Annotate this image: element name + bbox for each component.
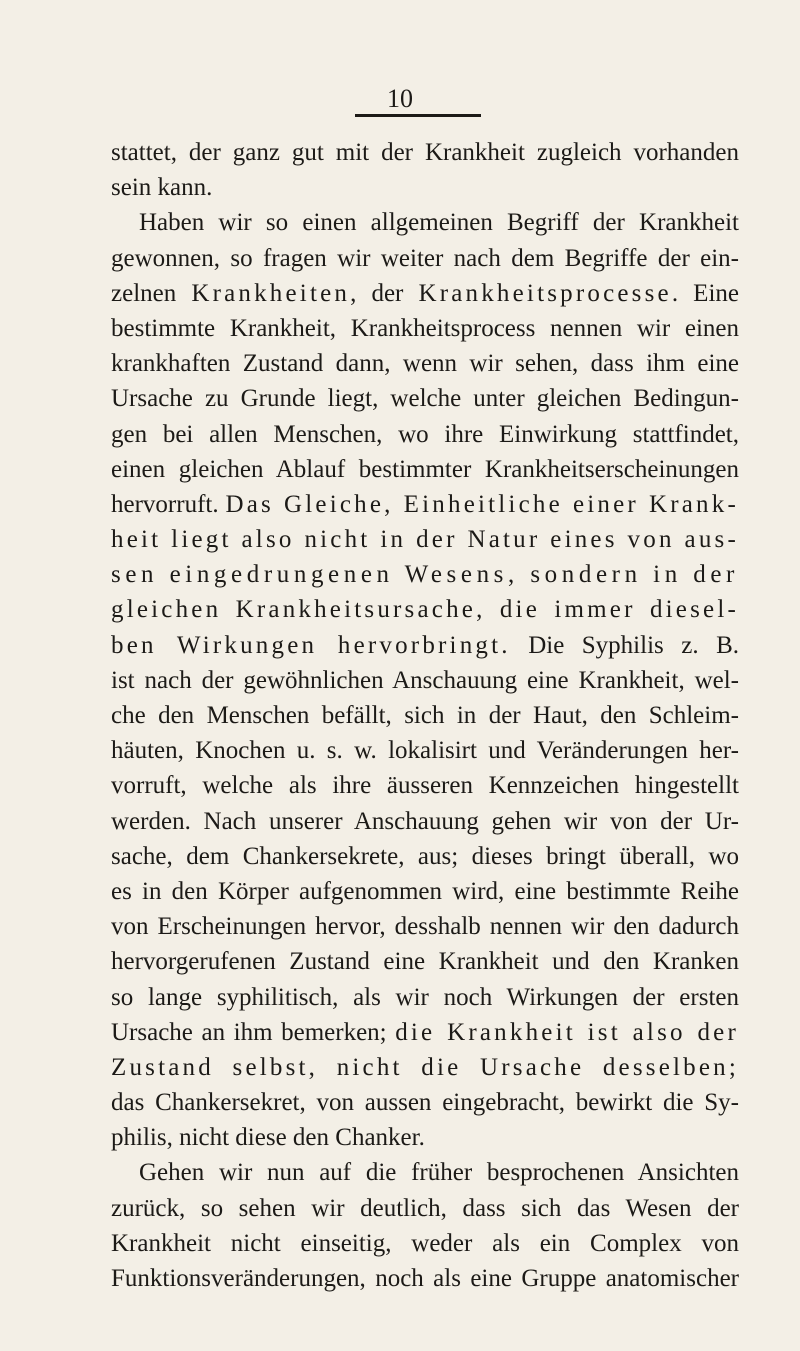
text-line: gen bei allen Menschen, wo ihre Einwirkung stattfindet, — [111, 420, 739, 448]
spaced-line: sen eingedrungenen Wesens, sondern in der — [111, 561, 739, 589]
text-line: das Chankersekret, von aussen eingebracht, bewirkt die Sy- — [111, 1089, 739, 1117]
spaced-term: Krankheitsprocesse — [418, 279, 672, 307]
text-segment: . Eine — [671, 279, 739, 307]
spaced-phrase: Das Gleiche, Einheitliche einer Krank- — [225, 490, 739, 518]
text-segment: zelnen — [111, 279, 192, 307]
text-line: bestimmte Krankheit, Krankheitsprocess nennen wir einen — [111, 314, 739, 342]
text-line: krankhaften Zustand dann, wenn wir sehen, dass ihm eine — [111, 350, 739, 378]
text-segment: hervorruft. — [111, 490, 226, 518]
text-line — [111, 628, 739, 663]
text-line: philis, nicht diese den Chanker. — [111, 1124, 425, 1152]
text-line: so lange syphilitisch, als wir noch Wirkungen der ersten — [111, 983, 739, 1011]
text-segment: , der — [350, 279, 419, 307]
text-line — [111, 487, 739, 522]
body-text — [111, 135, 739, 1296]
text-line: Ursache zu Grunde liegt, welche unter gleichen Bedingun- — [111, 385, 739, 413]
text-line: vorruft, welche als ihre äusseren Kennzeichen hingestellt — [111, 772, 739, 800]
text-line: sein kann. — [111, 174, 213, 202]
text-line: ist nach der gewöhnlichen Anschauung eine Krankheit, wel- — [111, 666, 739, 694]
page-number: 10 — [387, 84, 413, 113]
spaced-phrase: die Krankheit ist also der — [395, 1018, 739, 1046]
text-segment: Ursache an ihm bemerken; — [111, 1018, 396, 1046]
text-line — [111, 276, 739, 311]
text-line: Gehen wir nun auf die früher besprochenen Ansichten — [139, 1159, 739, 1187]
text-line: Funktionsveränderungen, noch als eine Gruppe anatomischer — [111, 1265, 739, 1292]
text-line: stattet, der ganz gut mit der Krankheit zugleich vorhanden — [111, 139, 739, 166]
spaced-line: Zustand selbst, nicht die Ursache desselben; — [111, 1053, 739, 1081]
text-line: hervorgerufenen Zustand eine Krankheit und den Kranken — [111, 948, 739, 976]
text-line: che den Menschen befällt, sich in der Haut, den Schleim- — [111, 702, 739, 729]
header-rule — [355, 114, 481, 117]
text-line — [111, 1015, 739, 1050]
text-line: sache, dem Chankersekrete, aus; dieses bringt überall, wo — [111, 842, 739, 870]
spaced-phrase: ben Wirkungen hervorbringt. — [111, 631, 511, 659]
text-segment: Die Syphilis z. B. — [510, 631, 739, 659]
text-line: einen gleichen Ablauf bestimmter Krankheitserscheinungen — [111, 455, 739, 483]
text-line: es in den Körper aufgenommen wird, eine bestimmte Reihe — [111, 877, 739, 905]
text-line: gewonnen, so fragen wir weiter nach dem Begriffe der ein- — [111, 244, 739, 272]
text-line: Krankheit nicht einseitig, weder als ein Complex von — [111, 1229, 739, 1257]
text-line: Haben wir so einen allgemeinen Begriff der Krankheit — [139, 209, 739, 237]
text-line: häuten, Knochen u. s. w. lokalisirt und Veränderungen her- — [111, 737, 739, 765]
text-line: zurück, so sehen wir deutlich, dass sich das Wesen der — [111, 1194, 739, 1222]
spaced-term: Krankheiten — [191, 279, 351, 307]
spaced-line: heit liegt also nicht in der Natur eines von aus- — [111, 526, 739, 554]
text-line: werden. Nach unserer Anschauung gehen wir von der Ur- — [111, 807, 739, 835]
spaced-line: gleichen Krankheitsursache, die immer diesel- — [111, 596, 739, 624]
text-line: von Erscheinungen hervor, desshalb nennen wir den dadurch — [111, 913, 739, 941]
